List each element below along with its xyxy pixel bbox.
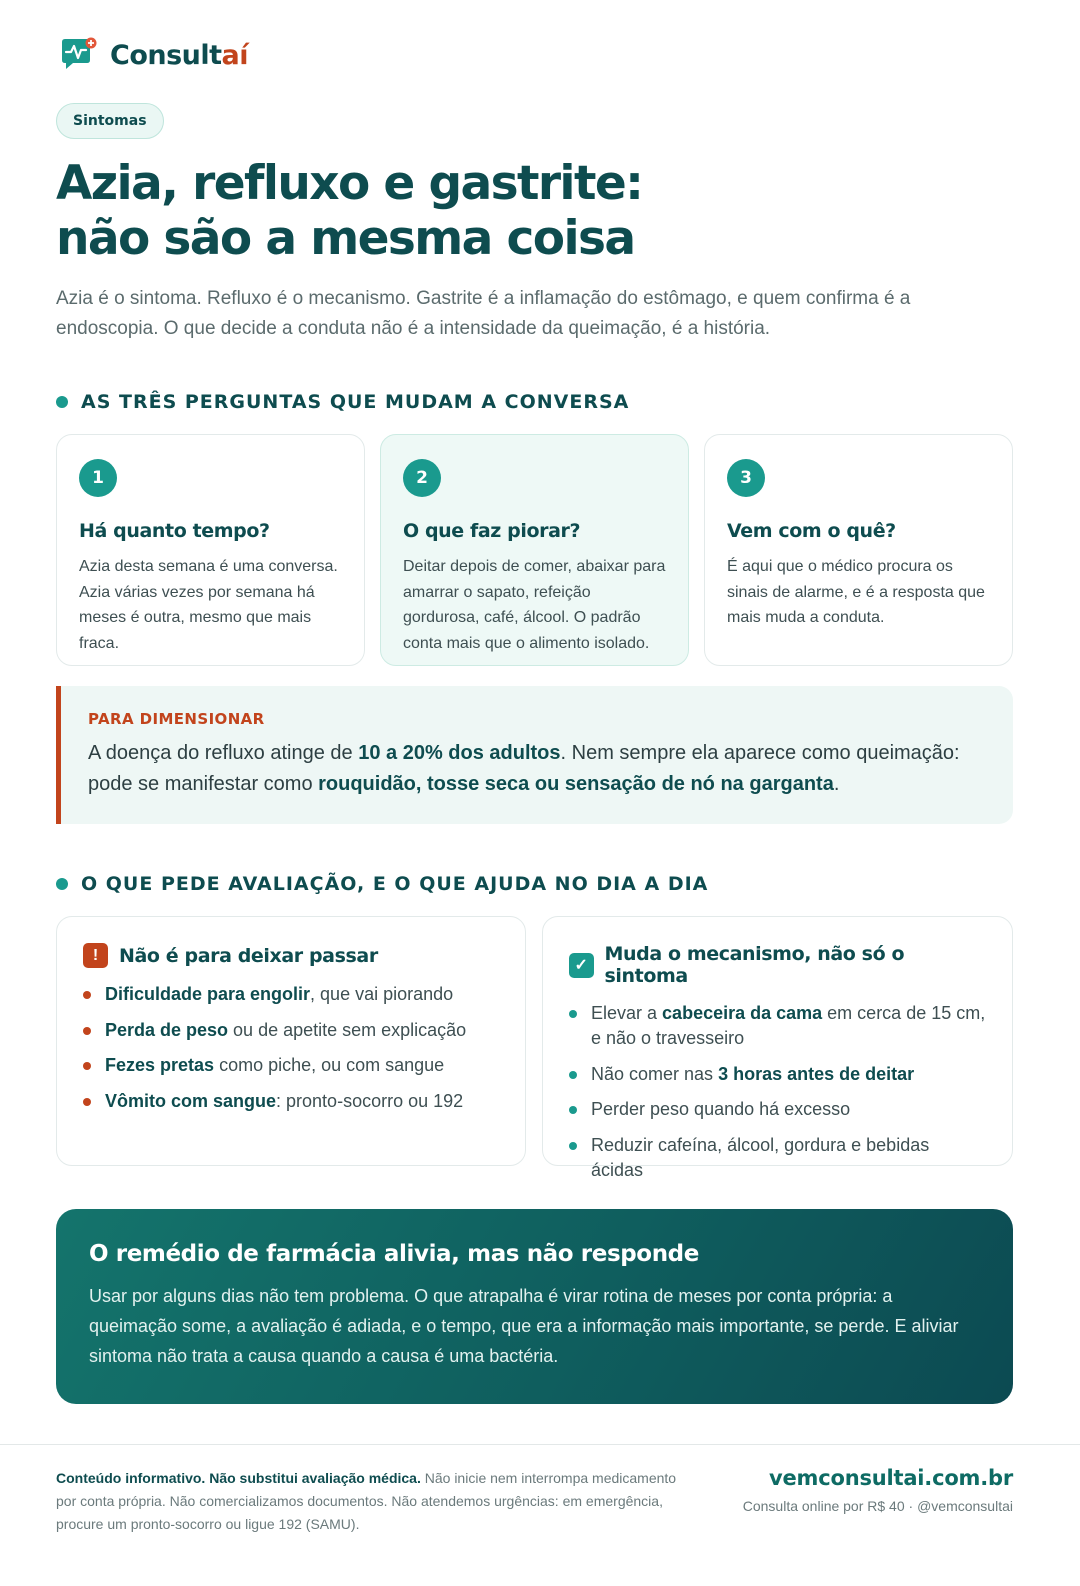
- item-bold: Dificuldade para engolir: [105, 984, 311, 1004]
- question-title: O que faz piorar?: [403, 520, 581, 542]
- question-number: 1: [79, 459, 117, 497]
- item-bold: cabeceira da cama: [662, 1003, 823, 1023]
- exclamation-icon: !: [83, 943, 108, 968]
- item-bold: Vômito com sangue: [105, 1090, 277, 1111]
- card-title: Não é para deixar passar: [119, 944, 378, 967]
- callout-highlight-stat: 10 a 20% dos adultos: [358, 742, 561, 764]
- list-item: [83, 982, 499, 1007]
- section-heading-questions: [56, 391, 629, 413]
- site-link[interactable]: vemconsultai.com.br: [769, 1466, 1013, 1490]
- footer-site: [743, 1466, 1013, 1514]
- item-bold: Fezes pretas: [105, 1055, 215, 1075]
- card-header: [83, 943, 499, 968]
- list-item: Reduzir cafeína, álcool, gordura e bebidas ácidas: [569, 1133, 986, 1183]
- item-text: ou de apetite sem explicação: [228, 1019, 467, 1040]
- section-heading-evaluation: [56, 873, 708, 895]
- item-text: Elevar a: [591, 1003, 663, 1023]
- check-icon: ✓: [569, 953, 594, 978]
- question-number: 3: [727, 459, 765, 497]
- list-item: [83, 1089, 499, 1114]
- item-text: : pronto-socorro ou 192: [276, 1090, 464, 1111]
- banner-text: Usar por alguns dias não tem problema. O que atrapalha é virar rotina de meses por conta própria: a queimação some, a avaliação é adiada, e o tempo, que era a informação mais importante, se perde. E aliviar sintoma não trata a causa quando a causa é uma bactéria.: [89, 1286, 959, 1366]
- card-title: Muda o mecanismo, não só o sintoma: [604, 943, 905, 987]
- item-text: Não comer nas: [591, 1063, 719, 1084]
- item-text: em cerca de 15 cm, e não o travesseiro: [591, 1003, 986, 1048]
- list-item: [83, 1053, 499, 1078]
- question-body: Deitar depois de comer, abaixar para amarrar o sapato, refeição gordurosa, café, álcool. O padrão conta mais que o alimento isolado.: [403, 558, 666, 652]
- alarm-signs-card: [56, 916, 526, 1166]
- habits-list: [569, 1001, 986, 1183]
- bullet-dot-icon: [56, 396, 68, 408]
- alarm-list: [83, 982, 499, 1114]
- item-bold: 3 horas antes de deitar: [718, 1063, 915, 1084]
- footer-divider: [0, 1444, 1080, 1445]
- callout-highlight-symptoms: rouquidão, tosse seca ou sensação de nó na garganta: [318, 773, 834, 795]
- brand-name: [110, 40, 248, 71]
- question-number: 2: [403, 459, 441, 497]
- callout-text-part: .: [833, 773, 840, 795]
- item-text: como piche, ou com sangue: [214, 1055, 445, 1075]
- question-card-1: [56, 434, 365, 666]
- site-subtitle: Consulta online por R$ 40 · @vemconsultai: [742, 1498, 1013, 1514]
- page-title: [56, 156, 642, 266]
- section-title: O QUE PEDE AVALIAÇÃO, E O QUE AJUDA NO DIA A DIA: [81, 873, 709, 895]
- item-text: , que vai piorando: [310, 984, 454, 1004]
- lead-paragraph: Azia é o sintoma. Refluxo é o mecanismo. Gastrite é a inflamação do estômago, e quem confirma é a endoscopia. O que decide a conduta não é a intensidade da queimação, é a história.: [56, 288, 911, 339]
- banner-title: O remédio de farmácia alivia, mas não responde: [89, 1241, 699, 1267]
- callout-label: PARA DIMENSIONAR: [88, 710, 265, 728]
- list-item: Perder peso quando há excesso: [569, 1097, 986, 1122]
- question-title: Há quanto tempo?: [79, 520, 270, 542]
- list-item: [569, 1001, 986, 1051]
- disclaimer-bold: Conteúdo informativo. Não substitui avaliação médica.: [56, 1470, 421, 1486]
- card-header: [569, 943, 986, 987]
- question-card-2: [380, 434, 689, 666]
- item-bold: Perda de peso: [105, 1019, 229, 1040]
- list-item: [569, 1062, 986, 1087]
- section-title: AS TRÊS PERGUNTAS QUE MUDAM A CONVERSA: [81, 391, 630, 413]
- category-tag[interactable]: Sintomas: [56, 103, 164, 139]
- list-item: [83, 1018, 499, 1043]
- question-body: É aqui que o médico procura os sinais de alarme, e é a resposta que mais muda a conduta.: [727, 558, 985, 626]
- pharmacy-banner: [56, 1209, 1013, 1404]
- disclaimer-text: Não inicie nem interrompa medicamento por conta própria. Não comercializamos documentos. Não atendemos urgências: em emergência, procure um pronto-socorro ou ligue 192 (SAMU).: [56, 1470, 677, 1532]
- brand-name-accent: aí: [221, 39, 249, 71]
- brand-name-main: Consult: [110, 39, 222, 71]
- brand-logo[interactable]: [58, 36, 248, 74]
- chat-heartbeat-icon: [58, 36, 98, 74]
- question-card-3: [704, 434, 1013, 666]
- callout-text: [88, 738, 986, 800]
- footer-disclaimer: [56, 1467, 696, 1536]
- bullet-dot-icon: [56, 878, 68, 890]
- title-line-2: não são a mesma coisa: [56, 211, 635, 266]
- title-line-1: Azia, refluxo e gastrite:: [56, 156, 643, 211]
- question-body: Azia desta semana é uma conversa. Azia várias vezes por semana há meses é outra, mesmo que mais fraca.: [79, 558, 338, 652]
- callout-text-part: . Nem sempre ela aparece como queimação: pode se manifestar como: [88, 742, 960, 795]
- habits-card: [542, 916, 1013, 1180]
- question-title: Vem com o quê?: [727, 520, 896, 542]
- stat-callout: [56, 686, 1013, 824]
- callout-text-part: A doença do refluxo atinge de: [88, 742, 359, 764]
